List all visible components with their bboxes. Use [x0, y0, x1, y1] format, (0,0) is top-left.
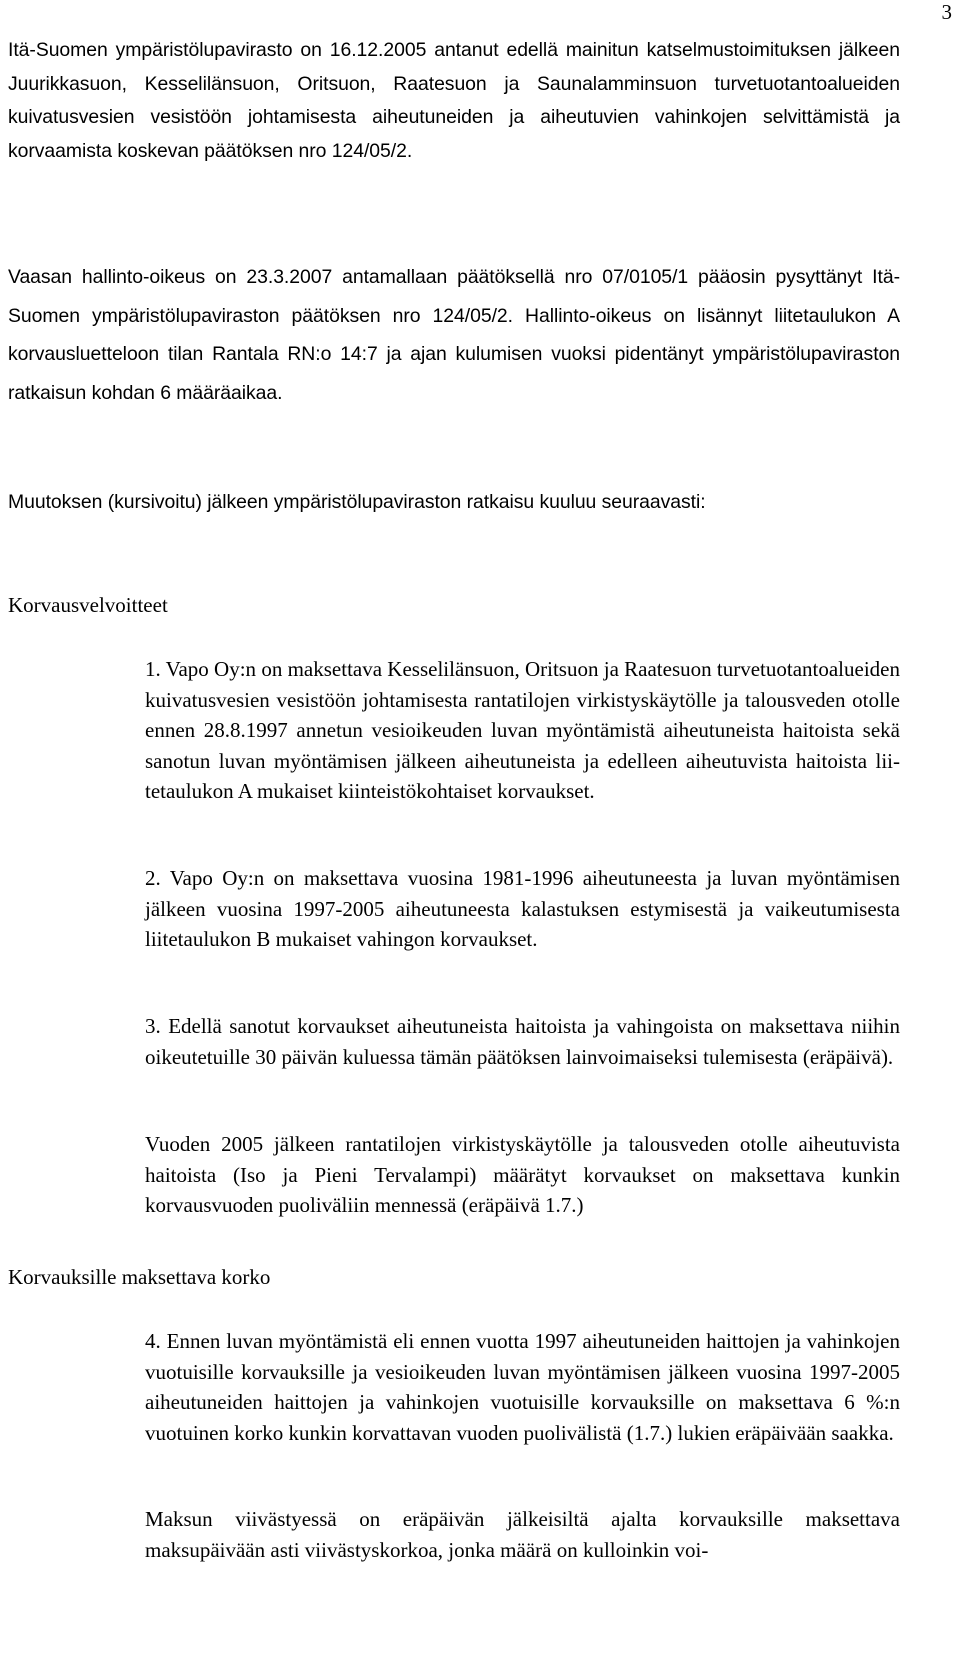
item-3-paragraph: 3. Edellä sanotut korvaukset aiheutuneista haitoista ja vahingoista on maksettava niihin oikeutetuille 30 päivän kuluessa tämän päätöksen lainvoimaiseksi tulemisesta (eräpäivä). — [145, 1014, 900, 1069]
change-note-paragraph: Muutoksen (kursivoitu) jälkeen ympäristölupaviraston ratkaisu kuuluu seuraavasti: — [8, 491, 706, 513]
interest-heading: Korvauksille maksettava korko — [8, 1265, 271, 1289]
court-decision-paragraph: Vaasan hallinto-oikeus on 23.3.2007 antamallaan päätöksellä nro 07/0105/1 pääosin pysyttänyt Itä-Suomen ympäristölupaviraston päätöksen nro 124/05/2. Hallinto-oikeus on lisännyt liitetaulukon A korvausluetteloon tilan Rantala RN:o 14:7 ja ajan kulumisen vuoksi pidentänyt ympäristölupaviraston ratkaisun kohdan 6 määräaikaa. — [8, 266, 900, 404]
item-1-paragraph: 1. Vapo Oy:n on maksettava Kesselilänsuon, Oritsuon ja Raatesuon turvetuotantoalueiden kuivatusvesien vesistöön johtamisesta rantatilojen virkistyskäytölle ja talousveden otolle ennen 28.8.1997 annetun vesioikeuden luvan myöntämistä aiheutuneista haitoista sekä sanotun luvan myöntämisen jälkeen aiheutuneista ja edelleen aiheutuvista haitoista liitetaulukon A mukaiset kiinteistökohtaiset korvaukset. — [145, 657, 900, 804]
compensation-obligations-heading: Korvausvelvoitteet — [8, 593, 168, 617]
intro-paragraph: Itä-Suomen ympäristölupavirasto on 16.12.2005 antanut edellä mainitun katselmustoimituksen jälkeen Juurikkasuon, Kesselilänsuon, Oritsuon, Raatesuon ja Saunalamminsuon turvetuotantoalueiden kuivatusvesien vesistöön johtamisesta aiheutuneiden ja aiheutuvien vahinkojen selvittämistä ja korvaamista koskevan päätöksen nro 124/05/2. — [8, 39, 900, 162]
item-2-paragraph: 2. Vapo Oy:n on maksettava vuosina 1981-1996 aiheutuneesta ja luvan myöntämisen jälkeen vuosina 1997-2005 aiheutuneesta kalastuksen estymisestä ja vaikeutumisesta liitetaulukon B mukaiset vahingon korvaukset. — [145, 866, 900, 952]
page-number: 3 — [941, 0, 952, 24]
item-4-paragraph: 4. Ennen luvan myöntämistä eli ennen vuotta 1997 aiheutuneiden haittojen ja vahinkojen vuotuisille korvauksille ja vesioikeuden luvan myöntämisen jälkeen vuosina 1997-2005 aiheutuneiden haittojen ja vahinkojen vuotuisille korvauksille on maksettava 6 %:n vuotuinen korko kunkin korvattavan vuoden puolivälistä (1.7.) lukien eräpäivään saakka. — [145, 1329, 900, 1445]
item-3-note-paragraph: Vuoden 2005 jälkeen rantatilojen virkistyskäytölle ja talousveden otolle aiheutuvista haitoista (Iso ja Pieni Tervalampi) määrätyt korvaukset on maksettava kunkin korvausvuoden puoliväliin mennessä (eräpäivä 1.7.) — [145, 1132, 900, 1218]
item-4-note-paragraph: Maksun viivästyessä on eräpäivän jälkeisiltä ajalta korvauksille maksettava maksupäivään asti viivästyskorkoa, jonka määrä on kulloinkin voi- — [145, 1507, 900, 1562]
